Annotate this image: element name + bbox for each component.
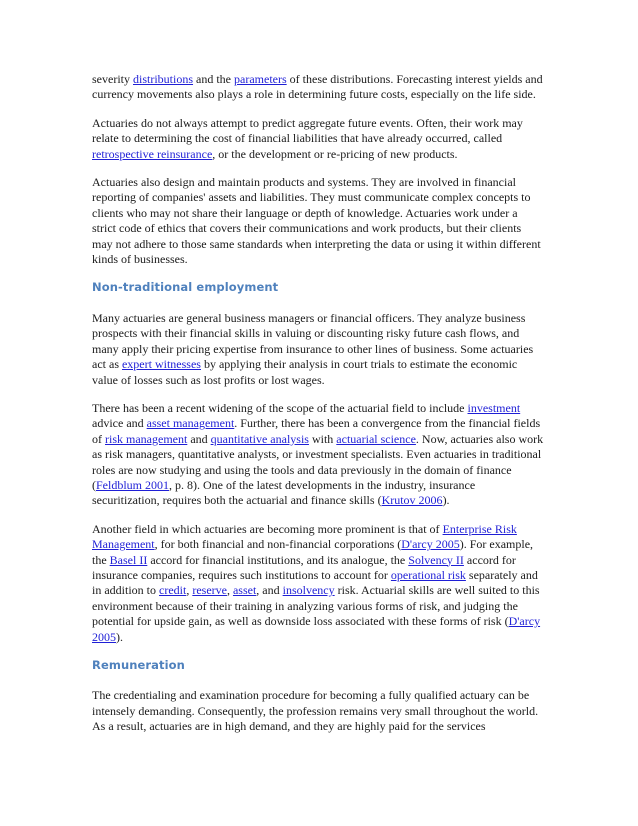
paragraph-text: and (187, 431, 211, 446)
paragraph (92, 522, 544, 645)
paragraph-text: with (308, 431, 337, 446)
section-heading-non-traditional-employment: Non-traditional employment (92, 280, 279, 295)
paragraph (92, 688, 544, 734)
paragraph-text: Actuaries do not always attempt to predict aggregate future events. Often, their work may relate to determining the cost of financial liabilities that have already occurred, called (92, 115, 523, 146)
link-feldblum-2001[interactable]: Feldblum 2001 (96, 477, 170, 492)
link-asset[interactable]: asset (232, 583, 257, 598)
link-expert-witnesses[interactable]: expert witnesses (121, 357, 201, 372)
paragraph-text: separately and in addition to (92, 567, 538, 598)
paragraph (92, 311, 544, 388)
paragraph-text: and the (193, 72, 235, 86)
paragraph-text: severity (92, 72, 133, 86)
link-risk-management[interactable]: risk management (105, 431, 188, 446)
paragraph-text: The credentialing and examination procedure for becoming a fully qualified actuary can be intensely demanding. Consequently, the profession remains very small throughout the world. As a result, actuaries are in high demand, and they are highly paid for the services (92, 688, 539, 734)
paragraph-text: Many actuaries are general business managers or financial officers. They analyze business prospects with their financial skills in valuing or discounting risky future cash flows, and many apply their pricing expertise from insurance to other lines of business. Some actuaries act as (92, 310, 534, 372)
link-reserve[interactable]: reserve (192, 583, 227, 598)
paragraph-text: , for both financial and non-financial corporations ( (154, 537, 402, 552)
paragraph (92, 72, 544, 103)
paragraph (92, 175, 544, 267)
link-retrospective-reinsurance[interactable]: retrospective reinsurance (92, 146, 213, 161)
paragraph-text: , (226, 583, 233, 598)
paragraph-text: . Further, there has been a convergence from the financial fields of (92, 416, 541, 446)
link-credit[interactable]: credit (159, 583, 187, 598)
document-page (92, 72, 544, 748)
link-insolvency[interactable]: insolvency (282, 583, 335, 598)
paragraph-text: by applying their analysis in court trials to estimate the economic value of losses such as lost profits or lost wages. (92, 357, 518, 387)
link-d-arcy-2005[interactable]: D'arcy 2005 (401, 537, 460, 552)
paragraph-text: ). (116, 629, 123, 644)
paragraph-text: There has been a recent widening of the scope of the actuarial field to include (92, 400, 468, 415)
paragraph-text: advice and (92, 416, 147, 431)
link-d-arcy-2005[interactable]: D'arcy 2005 (92, 614, 541, 644)
link-investment[interactable]: investment (467, 400, 521, 415)
paragraph-text: Another field in which actuaries are becoming more prominent is that of (92, 521, 443, 536)
paragraph (92, 116, 544, 162)
link-asset-management[interactable]: asset management (146, 416, 235, 431)
paragraph-text: , (186, 583, 193, 598)
paragraph-text: ). (442, 493, 450, 508)
section-heading-remuneration: Remuneration (92, 658, 185, 672)
link-actuarial-science[interactable]: actuarial science (336, 431, 416, 446)
link-enterprise-risk-management[interactable]: Enterprise Risk Management (92, 521, 517, 552)
paragraph-text: , or the development or re-pricing of new products. (212, 146, 458, 161)
paragraph-text: ). For example, the (92, 537, 534, 567)
paragraph-text: , and (256, 583, 283, 598)
link-basel-ii[interactable]: Basel II (109, 552, 148, 567)
paragraph-text: accord for financial institutions, and its analogue, the (147, 552, 409, 567)
link-krutov-2006[interactable]: Krutov 2006 (381, 493, 443, 508)
link-operational-risk[interactable]: operational risk (390, 567, 466, 582)
link-quantitative-analysis[interactable]: quantitative analysis (210, 431, 309, 446)
paragraph-text: . Now, actuaries also work as risk managers, quantitative analysts, or investment specialists. Even actuaries in traditional roles are now studying and using the tools and data previously in the domain of finance ( (92, 431, 544, 492)
link-parameters[interactable]: parameters (234, 72, 287, 86)
paragraph-text: accord for insurance companies, requires such institutions to account for (92, 552, 516, 582)
link-distributions[interactable]: distributions (133, 72, 194, 86)
paragraph-text: , p. 8). One of the latest developments in the industry, insurance securitization, requires both the actuarial and finance skills ( (92, 477, 476, 508)
paragraph (92, 401, 544, 509)
paragraph-text: of these distributions. Forecasting interest yields and currency movements also plays a role in determining future costs, especially on the life side. (92, 72, 543, 102)
paragraph-text: Actuaries also design and maintain products and systems. They are involved in financial reporting of companies' assets and liabilities. They must communicate complex concepts to clients who may not share their language or depth of knowledge. Actuaries work under a strict code of ethics that covers their communications and work products, but their clients may not adhere to those same standards when interpreting the data or using it within different kinds of businesses. (92, 175, 541, 267)
paragraph-text: risk. Actuarial skills are well suited to this environment because of their training in analyzing various forms of risk, and judging the potential for upside gain, as well as downside loss associated with these forms of risk ( (92, 583, 540, 629)
link-solvency-ii[interactable]: Solvency II (408, 552, 464, 567)
